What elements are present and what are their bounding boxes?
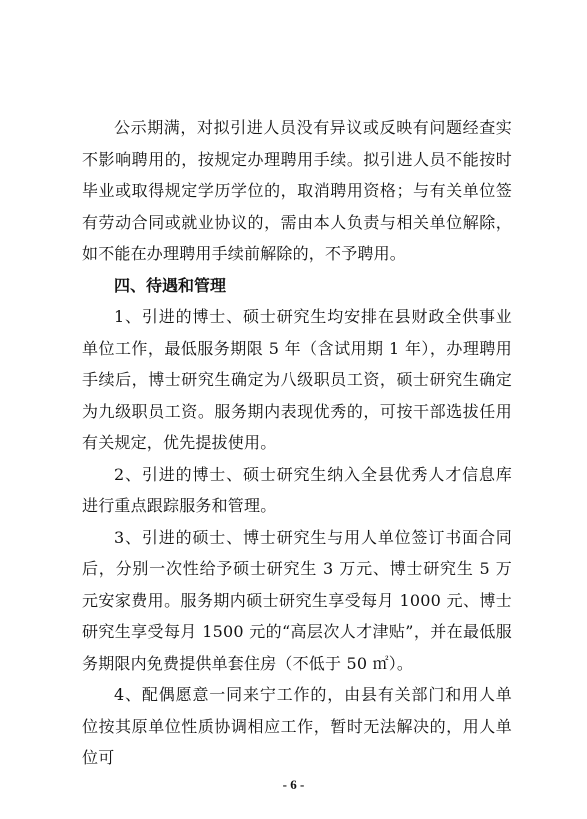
paragraph-item-4-spouse: 4、配偶愿意一同来宁工作的，由县有关部门和用人单位按其原单位性质协调相应工作，暂时无法解决的，用人单位可 xyxy=(82,685,512,767)
paragraph-item-1-placement: 1、引进的博士、硕士研究生均安排在县财政全供事业单位工作，最低服务期限 5 年（含试用期 1 年），办理聘用手续后，博士研究生确定为八级职员工资，硕士研究生确定为九级职员工资。服务期内表现优秀的，可按干部选拔任用有关规定，优先提拔使用。 xyxy=(82,307,512,452)
section-heading-treatment-management: 四、待遇和管理 xyxy=(114,275,227,295)
paragraph-publicity-result: 公示期满，对拟引进人员没有异议或反映有问题经查实不影响聘用的，按规定办理聘用手续。拟引进人员不能按时毕业或取得规定学历学位的，取消聘用资格；与有关单位签有劳动合同或就业协议的，需由本人负责与相关单位解除，如不能在办理聘用手续前解除的，不予聘用。 xyxy=(82,118,512,263)
document-body xyxy=(82,112,512,774)
paragraph-item-3-allowance: 3、引进的硕士、博士研究生与用人单位签订书面合同后，分别一次性给予硕士研究生 3 万元、博士研究生 5 万元安家费用。服务期内硕士研究生享受每月 1000 元、博士研究生享受每月 1500 元的“高层次人才津贴”，并在最低服务期限内免费提供单套住房（不低于 50 ㎡）。 xyxy=(82,527,512,673)
page-number: - 6 - xyxy=(282,777,305,792)
paragraph-item-2-talent-database: 2、引进的博士、硕士研究生纳入全县优秀人才信息库进行重点跟踪服务和管理。 xyxy=(82,464,512,515)
